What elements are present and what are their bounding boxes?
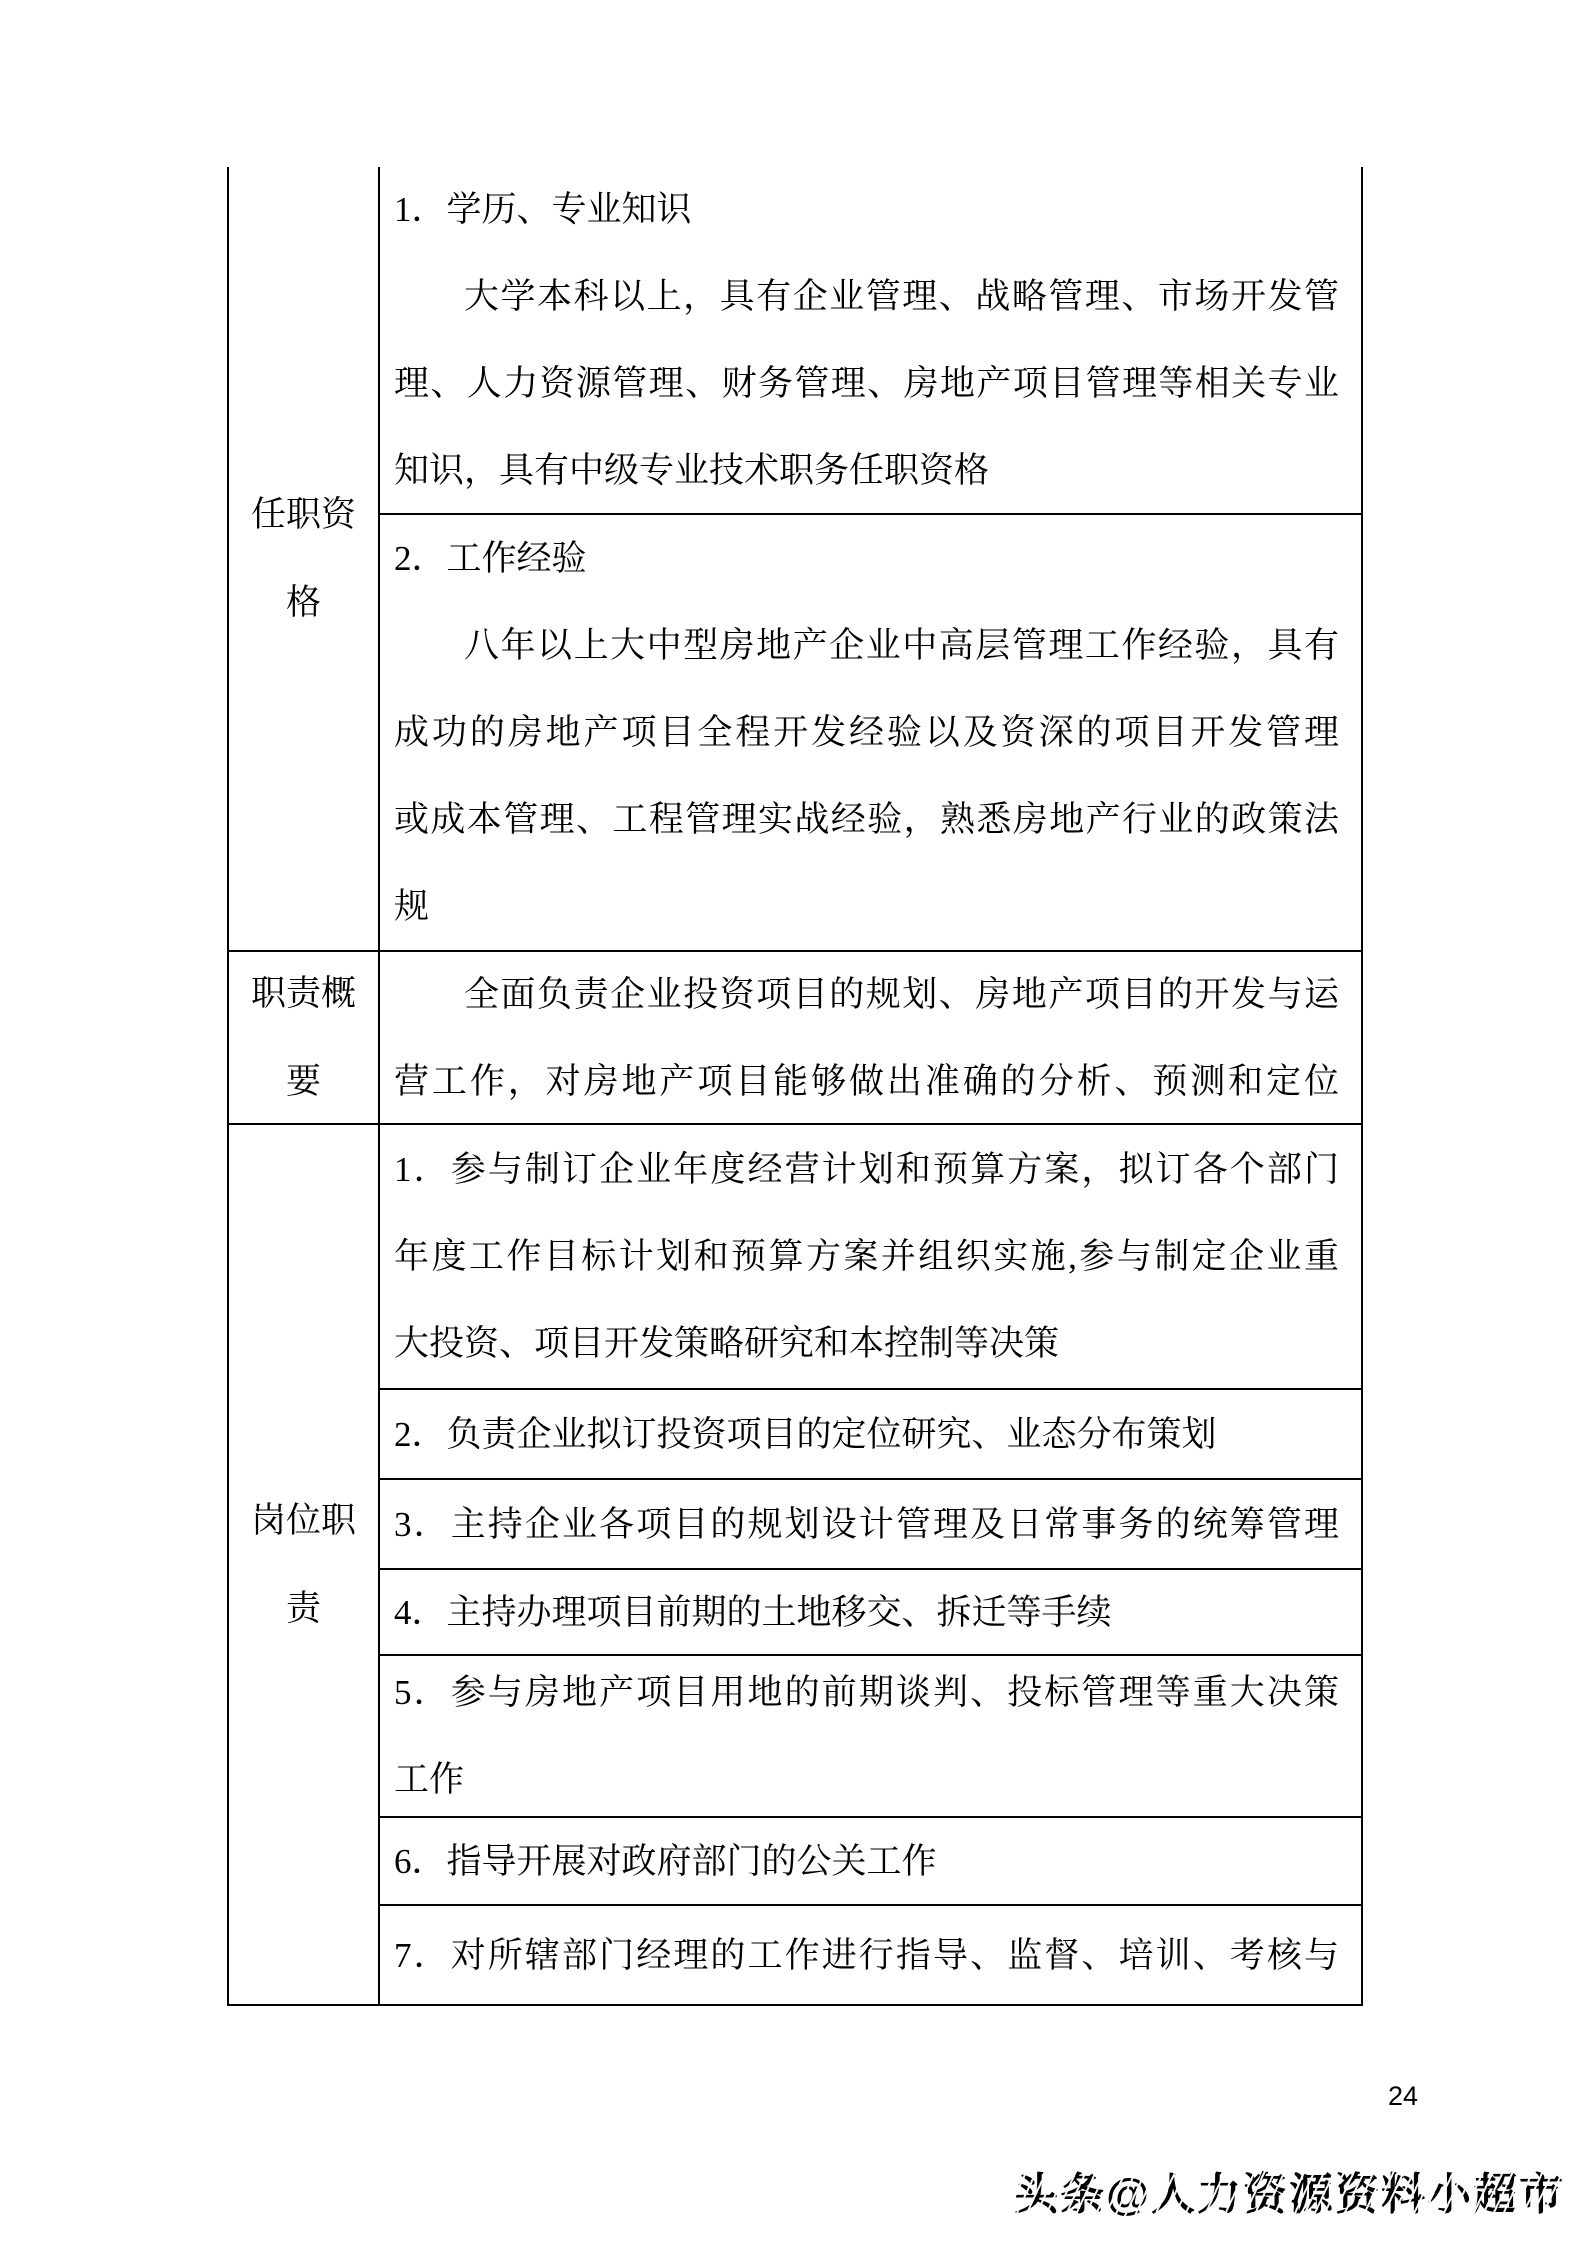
- text-line: 2．工作经验: [394, 539, 587, 578]
- cell-duty-2: [380, 1388, 1361, 1478]
- text-line: 5．参与房地产项目用地的前期谈判、投标管理等重大决策: [394, 1673, 1339, 1712]
- text-line: 工作: [394, 1760, 465, 1799]
- page-number: 24: [1388, 2081, 1419, 2111]
- watermark-text: 头条@人力资源资料小超市: [1014, 2158, 1565, 2222]
- text-line: 4．主持办理项目前期的土地移交、拆迁等手续: [394, 1592, 1112, 1632]
- text-line: 理、人力资源管理、财务管理、房地产项目管理等相关专业: [394, 364, 1339, 403]
- text-line: 6．指导开展对政府部门的公关工作: [394, 1841, 937, 1881]
- row-header-line: 职责概: [250, 973, 356, 1013]
- cell-qualification-experience: [380, 513, 1361, 950]
- cell-duty-1: [380, 1123, 1361, 1388]
- row-header-qualification: [229, 167, 380, 950]
- text-line: 年度工作目标计划和预算方案并组织实施,参与制定企业重: [394, 1237, 1339, 1276]
- row-header-line: 任职资: [250, 494, 356, 534]
- cell-duty-5: [380, 1654, 1361, 1816]
- cell-duty-4: [380, 1568, 1361, 1654]
- text-line: 大学本科以上，具有企业管理、战略管理、市场开发管: [464, 277, 1339, 316]
- text-line: 7．对所辖部门经理的工作进行指导、监督、培训、考核与: [394, 1935, 1339, 1975]
- text-line: 全面负责企业投资项目的规划、房地产项目的开发与运: [464, 974, 1339, 1014]
- row-header-summary: [229, 950, 380, 1123]
- row-header-line: 格: [285, 582, 321, 622]
- text-line: 或成本管理、工程管理实战经验，熟悉房地产行业的政策法: [394, 800, 1339, 839]
- text-line: 1．参与制订企业年度经营计划和预算方案，拟订各个部门: [394, 1150, 1339, 1189]
- text-line: 知识，具有中级专业技术职务任职资格: [394, 451, 990, 490]
- text-line: 规: [394, 887, 430, 926]
- cell-duty-3: [380, 1478, 1361, 1568]
- text-line: 3．主持企业各项目的规划设计管理及日常事务的统筹管理: [394, 1504, 1339, 1544]
- text-line: 2．负责企业拟订投资项目的定位研究、业态分布策划: [394, 1414, 1217, 1454]
- text-line: 大投资、项目开发策略研究和本控制等决策: [394, 1324, 1060, 1363]
- cell-duty-6: [380, 1816, 1361, 1904]
- text-line: 八年以上大中型房地产企业中高层管理工作经验，具有: [464, 626, 1339, 665]
- text-line: 营工作，对房地产项目能够做出准确的分析、预测和定位: [394, 1061, 1339, 1101]
- row-header-line: 要: [285, 1061, 321, 1101]
- text-line: 成功的房地产项目全程开发经验以及资深的项目开发管理: [394, 713, 1339, 752]
- cell-summary: [380, 950, 1361, 1123]
- cell-qualification-education: [380, 167, 1361, 513]
- row-header-line: 岗位职: [250, 1500, 356, 1540]
- job-description-table: [227, 167, 1363, 2006]
- cell-duty-7: [380, 1904, 1361, 2004]
- row-header-duties: [229, 1123, 380, 2004]
- text-line: 1．学历、专业知识: [394, 190, 692, 229]
- row-header-line: 责: [285, 1588, 321, 1628]
